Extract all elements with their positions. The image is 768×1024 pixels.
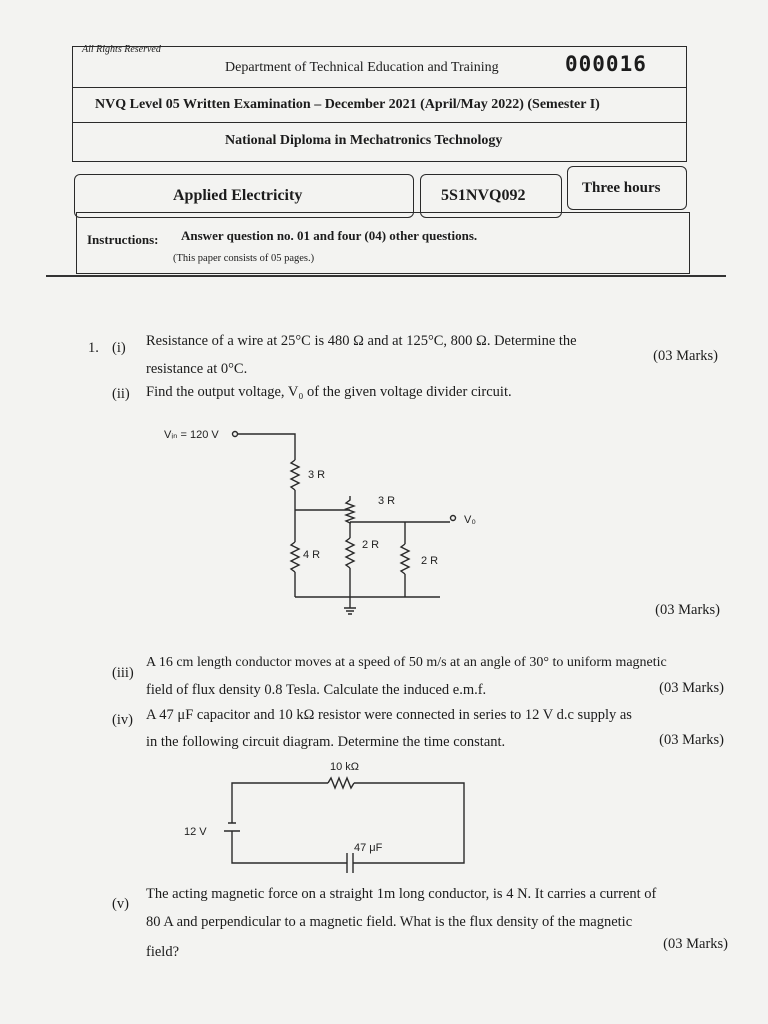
resistor-10k bbox=[328, 778, 354, 788]
part-i-line1: Resistance of a wire at 25°C is 480 Ω and at 125°C, 800 Ω. Determine the bbox=[146, 333, 577, 349]
resistor-4r-left bbox=[291, 542, 299, 572]
instructions-text: Answer question no. 01 and four (04) other questions. bbox=[181, 228, 478, 243]
resistor-2r-right bbox=[401, 544, 409, 574]
part-ii-label: (ii) bbox=[112, 386, 130, 402]
vout-terminal bbox=[451, 516, 456, 521]
part-i-marks: (03 Marks) bbox=[653, 348, 718, 364]
label-vin: Vᵢₙ = 120 V bbox=[164, 429, 219, 441]
header-rule bbox=[46, 275, 726, 277]
wire-top bbox=[232, 783, 328, 787]
capacitor-47uf bbox=[347, 853, 354, 873]
department-name: Department of Technical Education and Training bbox=[225, 60, 499, 75]
part-iv-line1: A 47 μF capacitor and 10 kΩ resistor were connected in series to 12 V d.c supply as bbox=[146, 707, 632, 723]
battery-12v bbox=[224, 823, 240, 831]
part-v-line1: The acting magnetic force on a straight 1m long conductor, is 4 N. It carries a current of bbox=[146, 886, 657, 902]
label-r-mid: 2 R bbox=[362, 539, 380, 551]
duration: Three hours bbox=[582, 180, 661, 196]
rc-series-circuit bbox=[170, 755, 480, 875]
header-exam-box bbox=[72, 87, 687, 123]
part-iii-marks: (03 Marks) bbox=[659, 680, 724, 696]
ground-icon bbox=[344, 608, 356, 614]
label-resistor: 10 kΩ bbox=[330, 761, 360, 773]
part-iv-marks: (03 Marks) bbox=[659, 732, 724, 748]
label-r-right: 2 R bbox=[421, 555, 439, 567]
label-capacitor: 47 μF bbox=[354, 842, 383, 854]
part-v-line3: field? bbox=[146, 944, 180, 960]
part-ii-marks: (03 Marks) bbox=[655, 602, 720, 618]
part-v-line2: 80 A and perpendicular to a magnetic field. What is the flux density of the magnetic bbox=[146, 914, 633, 930]
part-iii-label: (iii) bbox=[112, 665, 134, 681]
subject-code: 5S1NVQ092 bbox=[441, 187, 526, 204]
wire-top bbox=[238, 434, 295, 460]
label-vout: V₀ bbox=[464, 514, 476, 526]
label-r-top: 3 R bbox=[308, 469, 326, 481]
header-diploma-box bbox=[72, 122, 687, 162]
part-iii-line1: A 16 cm length conductor moves at a speed of 50 m/s at an angle of 30° to uniform magnetic bbox=[146, 655, 667, 670]
vin-terminal bbox=[233, 432, 238, 437]
question-number: 1. bbox=[88, 340, 99, 356]
part-i-line2: resistance at 0°C. bbox=[146, 361, 248, 377]
part-iv-label: (iv) bbox=[112, 712, 133, 728]
diploma-title: National Diploma in Mechatronics Technology bbox=[225, 133, 503, 148]
label-source: 12 V bbox=[184, 826, 207, 838]
label-r-left: 4 R bbox=[303, 549, 321, 561]
resistor-3r-top bbox=[291, 460, 299, 490]
part-i-label: (i) bbox=[112, 340, 126, 356]
duration-box bbox=[567, 166, 687, 210]
voltage-divider-circuit bbox=[140, 420, 500, 640]
header-department-box bbox=[72, 46, 687, 88]
exam-title: NVQ Level 05 Written Examination – December 2021 (April/May 2022) (Semester I) bbox=[95, 97, 600, 112]
serial-number: 000016 bbox=[565, 52, 647, 76]
instructions-box bbox=[76, 212, 690, 274]
subject-name: Applied Electricity bbox=[173, 187, 303, 204]
label-r-series: 3 R bbox=[378, 495, 396, 507]
resistor-2r-mid bbox=[346, 538, 354, 568]
instructions-label: Instructions: bbox=[87, 232, 159, 247]
part-v-label: (v) bbox=[112, 896, 129, 912]
part-iii-line2: field of flux density 0.8 Tesla. Calculate the induced e.m.f. bbox=[146, 682, 487, 698]
rights-notice: All Rights Reserved bbox=[82, 44, 161, 55]
part-iv-line2: in the following circuit diagram. Determine the time constant. bbox=[146, 734, 506, 750]
part-ii-line1: Find the output voltage, V₀ of the given voltage divider circuit. bbox=[146, 384, 512, 400]
pages-note: (This paper consists of 05 pages.) bbox=[173, 253, 315, 264]
part-v-marks: (03 Marks) bbox=[663, 936, 728, 952]
